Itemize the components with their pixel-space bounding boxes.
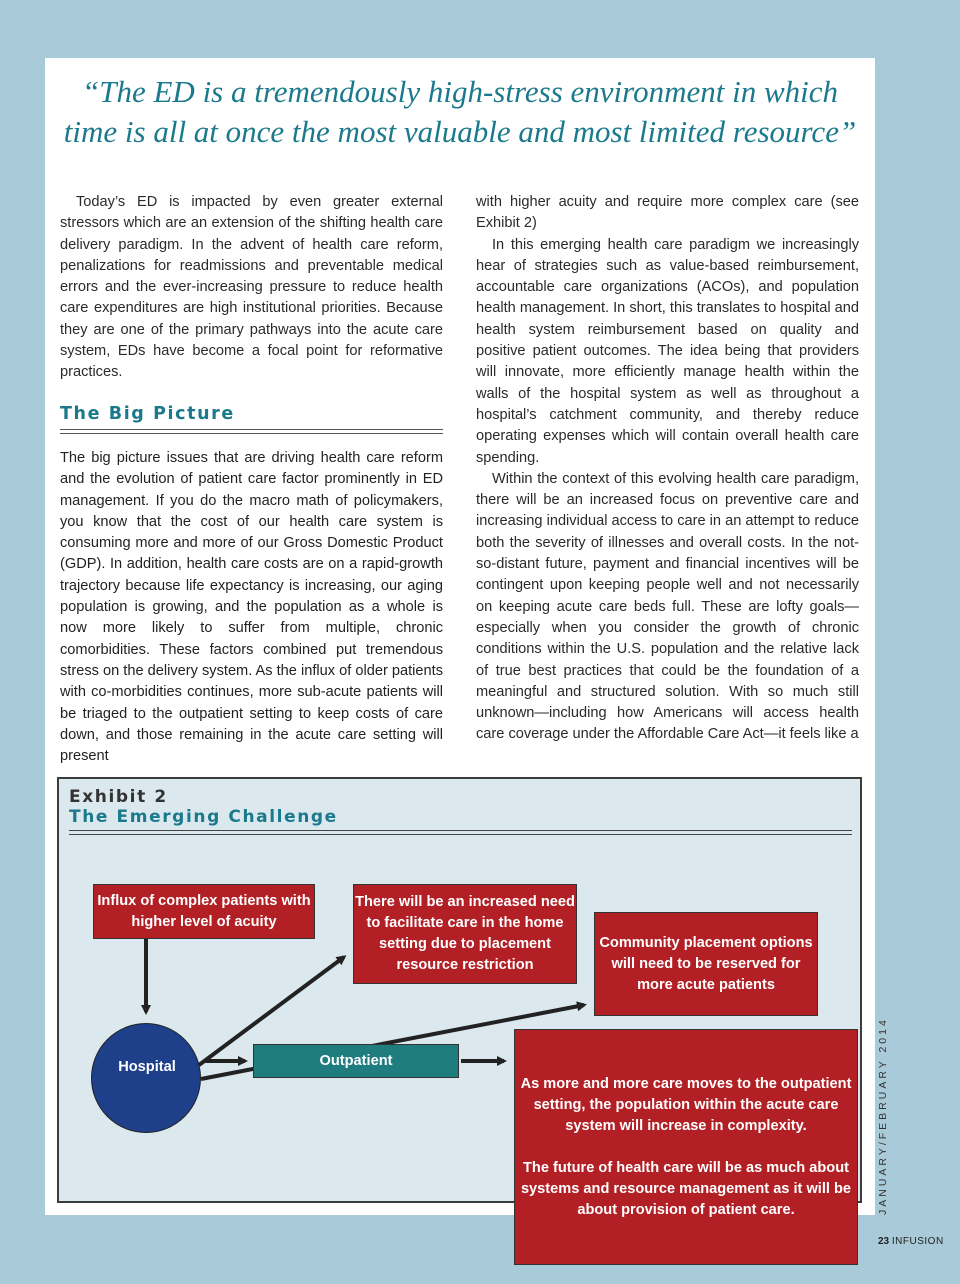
- magazine-name: INFUSION: [891, 1236, 944, 1247]
- heading-rule-bottom: [60, 433, 443, 434]
- future-care-box: [514, 1029, 858, 1265]
- home-care-box: There will be an increased need to facilitate care in the home setting due to placement resource restriction: [353, 884, 577, 984]
- exhibit-title: The Emerging Challenge: [69, 807, 338, 827]
- hospital-label: Hospital: [118, 1059, 176, 1075]
- right-paragraph-3: Within the context of this evolving health care paradigm, there will be an increased focus on preventive care and increasing individual access to care in an attempt to reduce both the severity of illnesses and overall costs. In the not-so-distant future, payment and financial incentives will be contingent upon keeping people well and not necessarily on keeping acute care beds full. These are lofty goals—especially when you consider the growth of chronic conditions within the U.S. population and the relative lack of true best practices that could be the foundation of a meaningful and structured solution. With so much still unknown—including how Americans will access health care coverage under the Affordable Care Act—it feels like a: [476, 470, 859, 743]
- right-paragraph-2: In this emerging health care paradigm we increasingly hear of strategies such as value-based reimbursement, accountable care organizations (ACOs), and population health management. In short, this translates to hospital and health system reimbursement based on quality and positive patient outcomes. The idea being that providers will innovate, more efficiently manage health within the walls of the hospital system as well as throughout a hospital’s catchment community, and thereby reduce operating expenses which will contain overall health care spending.: [476, 236, 859, 466]
- community-placement-box: Community placement options will need to be reserved for more acute patients: [594, 912, 818, 1016]
- hospital-node: [91, 1023, 201, 1133]
- heading-rule-top: [60, 429, 443, 430]
- page-number: 23: [878, 1236, 890, 1247]
- exhibit-label: Exhibit 2: [69, 787, 168, 807]
- article-page: [45, 58, 875, 1218]
- right-column: [476, 192, 859, 746]
- influx-box: Influx of complex patients with higher level of acuity: [93, 884, 315, 939]
- exhibit-2-diagram: [57, 777, 862, 1218]
- section-heading: [60, 404, 443, 424]
- pull-quote-line-2: time is all at once the most valuable and most limited resource”: [63, 114, 857, 149]
- big-picture-paragraph: The big picture issues that are driving health care reform and the evolution of patient care factor prominently in ED management. If you do the macro math of policymakers, you know that the cost of our health care system is consuming more and more of our Gross Domestic Product (GDP). In addition, health care costs are on a rapid-growth trajectory because life expectancy is increasing, our aging population is growing, and the population as a whole is now more likely to suffer from multiple, chronic comorbidities. These factors combined put tremendous stress on the delivery system. As the influx of older patients with co-morbidities continues, more sub-acute patients will be triaged to the outpatient setting to keep costs of care down, and those remaining in the acute care setting will present: [60, 450, 443, 765]
- page-footer: [878, 1236, 944, 1247]
- pull-quote: [45, 72, 875, 152]
- future-paragraph-1: As more and more care moves to the outpatient setting, the population within the acute care system will increase in complexity.: [520, 1075, 852, 1134]
- pull-quote-line-1: “The ED is a tremendously high-stress environment in which: [82, 74, 838, 109]
- left-column-body: [60, 448, 443, 767]
- left-column-intro: [60, 192, 443, 384]
- right-paragraph-1: with higher acuity and require more complex care (see Exhibit 2): [476, 194, 859, 232]
- section-heading-text: The Big Picture: [60, 404, 235, 424]
- future-paragraph-2: The future of health care will be as much about systems and resource management as it will be about provision of patient care.: [520, 1159, 852, 1218]
- issue-date-vertical: JANUARY/FEBRUARY 2014: [877, 1017, 889, 1215]
- intro-paragraph: Today’s ED is impacted by even greater external stressors which are an extension of the shifting health care delivery paradigm. In the advent of health care reform, penalizations for readmissions and preventable medical errors and the ever-increasing pressure to reduce health care expenditures are high institutional priorities. Because they are one of the primary pathways into the acute care system, EDs have become a focal point for reformative practices.: [60, 194, 443, 381]
- outpatient-node: Outpatient: [253, 1044, 459, 1078]
